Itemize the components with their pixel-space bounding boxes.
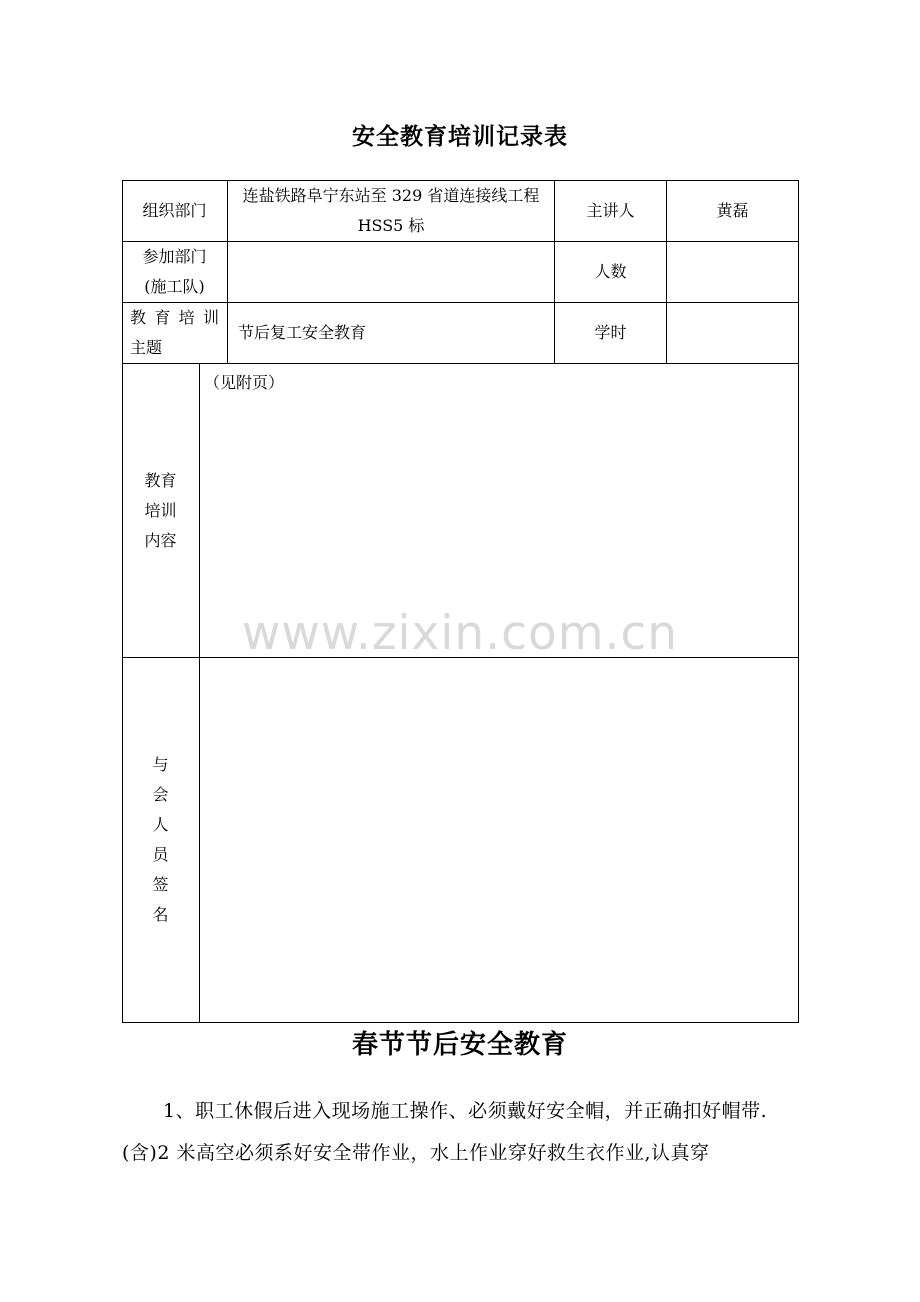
- signature-label-char: 员: [152, 845, 169, 864]
- count-value: [667, 242, 798, 302]
- watermark: www.zixin.com.cn: [241, 606, 679, 661]
- border-right: [798, 180, 799, 1023]
- participants-label-line: (施工队): [144, 277, 205, 296]
- page-title: 安全教育培训记录表: [352, 124, 568, 150]
- topic-label: [122, 303, 227, 363]
- signature-label-char: 人: [152, 815, 169, 834]
- section-title: 春节节后安全教育: [351, 1030, 568, 1060]
- border-bottom: [122, 1022, 799, 1023]
- signature-area: [200, 658, 798, 1022]
- topic-value: 节后复工安全教育: [238, 323, 367, 342]
- lecturer-value: 黄磊: [716, 200, 749, 220]
- lecturer-label: 主讲人: [586, 200, 635, 220]
- signature-label-char: 名: [152, 905, 169, 924]
- content-label-line: 培训: [144, 500, 177, 520]
- signature-label: [122, 658, 199, 1022]
- training-record-form: [122, 180, 799, 1023]
- org-value: 连盐铁路阜宁东站至 329 省道连接线工程 HSS5 标: [242, 185, 540, 235]
- participants-label: [122, 242, 227, 302]
- hours-value: [667, 303, 798, 363]
- participants-value: [228, 242, 554, 302]
- content-value: （见附页）: [204, 373, 285, 392]
- topic-label-line: 主题: [130, 338, 163, 357]
- content-label-line: 教育: [144, 470, 177, 490]
- hours-label: 学时: [594, 323, 627, 342]
- count-label: 人数: [594, 262, 627, 281]
- row-divider: [122, 363, 799, 364]
- signature-label-char: 会: [152, 785, 169, 804]
- paragraph: 1、职工休假后进入现场施工操作、必须戴好安全帽，并正确扣好帽带.(含)2 米高空必须系好安全带作业，水上作业穿好救生衣作业,认真穿: [122, 1100, 768, 1164]
- topic-label-line: 教 育 培 训: [130, 308, 219, 327]
- org-label: 组织部门: [142, 200, 207, 220]
- participants-label-line: 参加部门: [142, 247, 207, 266]
- signature-label-char: 签: [152, 875, 169, 894]
- content-label-line: 内容: [144, 530, 177, 550]
- signature-label-char: 与: [152, 755, 169, 774]
